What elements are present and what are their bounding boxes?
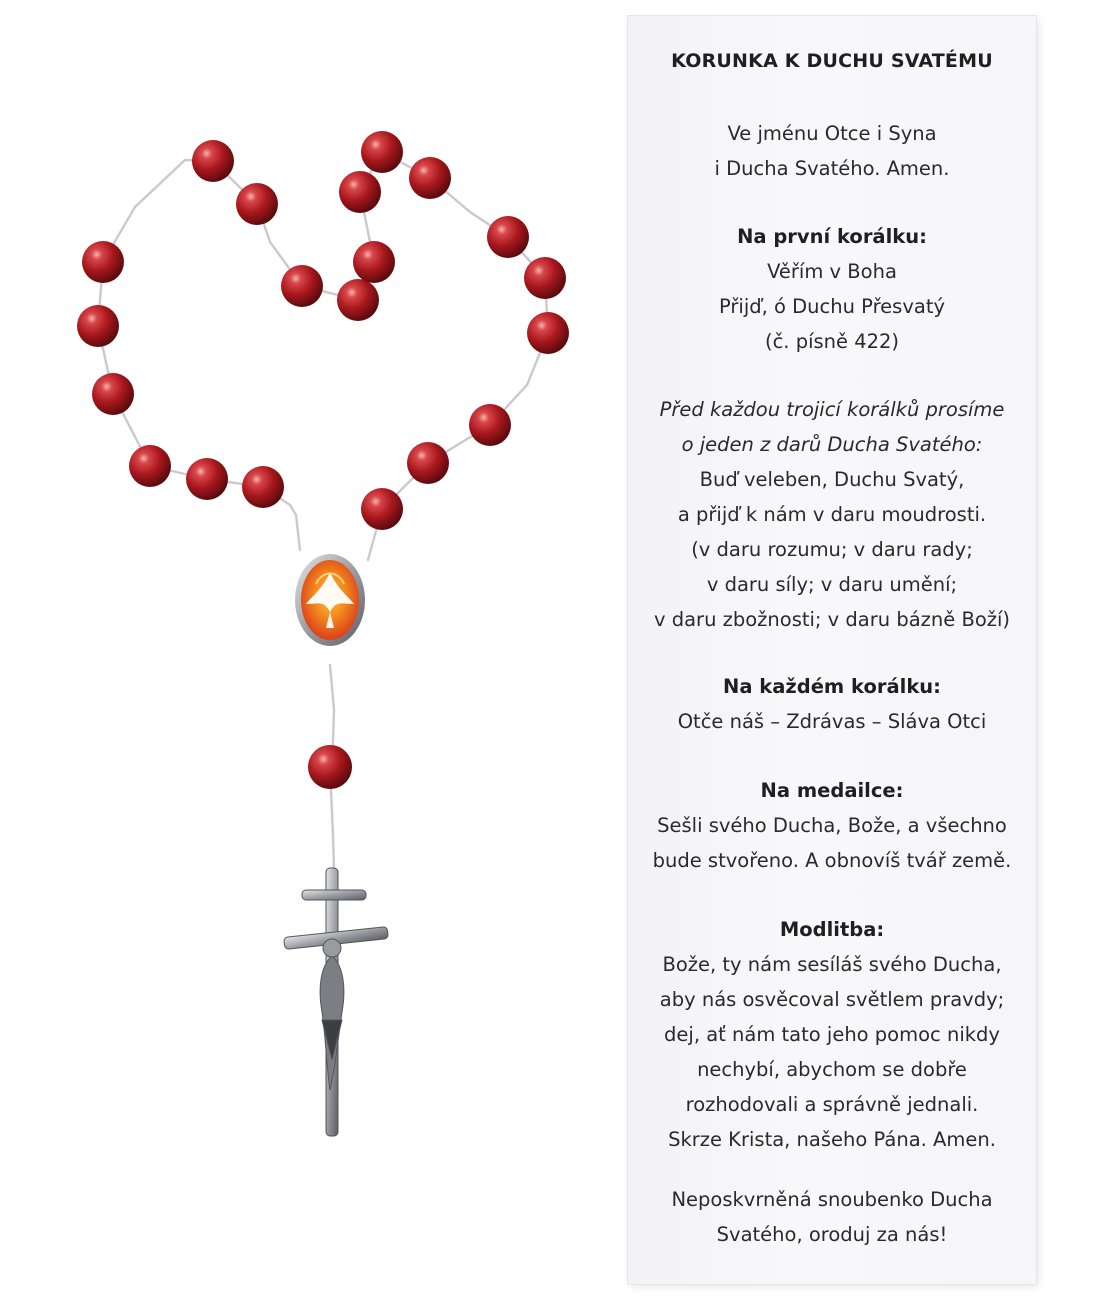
rosary-bead — [407, 442, 449, 484]
rosary-bead — [337, 279, 379, 321]
closing-line: Svatého, oroduj za nás! — [716, 1223, 948, 1246]
medal-line: Sešli svého Ducha, Bože, a všechno — [657, 814, 1007, 837]
rosary-bead — [361, 131, 403, 173]
triads-line: Buď veleben, Duchu Svatý, — [699, 468, 965, 491]
prayer-heading: Modlitba: — [779, 918, 885, 941]
triads-block — [628, 392, 1036, 637]
triads-line: v daru zbožnosti; v daru bázně Boží) — [653, 608, 1011, 631]
rosary-bead — [487, 216, 529, 258]
rosary-bead — [409, 157, 451, 199]
rosary-bead — [186, 458, 228, 500]
prayer-line: Skrze Krista, našeho Pána. Amen. — [668, 1128, 996, 1151]
rosary-bead — [524, 257, 566, 299]
prayer-line: rozhodovali a správně jednali. — [685, 1093, 979, 1116]
prayer-block — [628, 912, 1036, 1157]
triads-line: (v daru rozumu; v daru rady; — [691, 538, 973, 561]
each-bead-line: Otče náš – Zdrávas – Sláva Otci — [677, 710, 987, 733]
each-bead-block — [628, 669, 1036, 739]
rosary-bead — [353, 241, 395, 283]
prayer-card — [628, 16, 1036, 1284]
holy-spirit-medal — [295, 554, 365, 646]
rosary-bead — [469, 404, 511, 446]
rosary-bead — [242, 466, 284, 508]
closing-block — [628, 1182, 1036, 1252]
rosary-beads — [77, 131, 569, 789]
prayer-line: nechybí, abychom se dobře — [697, 1058, 967, 1081]
crucifix-icon — [284, 868, 389, 1136]
rosary-bead — [82, 241, 124, 283]
first-bead-line: Věřím v Boha — [767, 260, 897, 283]
card-title: KORUNKA K DUCHU SVATÉMU — [671, 50, 993, 72]
rosary-bead — [129, 445, 171, 487]
first-bead-line: (č. písně 422) — [764, 330, 900, 353]
triads-intro: o jeden z darů Ducha Svatého: — [681, 433, 983, 456]
medal-block — [628, 773, 1036, 878]
rosary-bead — [361, 488, 403, 530]
each-bead-heading: Na každém korálku: — [723, 675, 941, 698]
triads-line: v daru síly; v daru umění; — [706, 573, 958, 596]
triads-line: a přijď k nám v daru moudrosti. — [677, 503, 987, 526]
opening-block — [628, 116, 1036, 186]
rosary-bead — [281, 265, 323, 307]
rosary-bead — [308, 745, 352, 789]
medal-line: bude stvořeno. A obnovíš tvář země. — [652, 849, 1012, 872]
prayer-line: dej, ať nám tato jeho pomoc nikdy — [664, 1023, 1000, 1046]
opening-line: Ve jménu Otce i Syna — [727, 122, 937, 145]
prayer-line: Bože, ty nám sesíláš svého Ducha, — [662, 953, 1002, 976]
rosary-bead — [92, 373, 134, 415]
first-bead-block — [628, 219, 1036, 359]
rosary-bead — [527, 312, 569, 354]
rosary-bead — [339, 171, 381, 213]
rosary-bead — [236, 183, 278, 225]
triads-intro: Před každou trojicí korálků prosíme — [659, 398, 1005, 421]
closing-line: Neposkvrněná snoubenko Ducha — [671, 1188, 993, 1211]
first-bead-line: Přijď, ó Duchu Přesvatý — [718, 295, 946, 318]
rosary-bead — [77, 305, 119, 347]
first-bead-heading: Na první korálku: — [737, 225, 927, 248]
medal-heading: Na medailce: — [760, 779, 904, 802]
rosary-bead — [192, 140, 234, 182]
opening-line: i Ducha Svatého. Amen. — [714, 157, 950, 180]
prayer-line: aby nás osvěcoval světlem pravdy; — [659, 988, 1005, 1011]
